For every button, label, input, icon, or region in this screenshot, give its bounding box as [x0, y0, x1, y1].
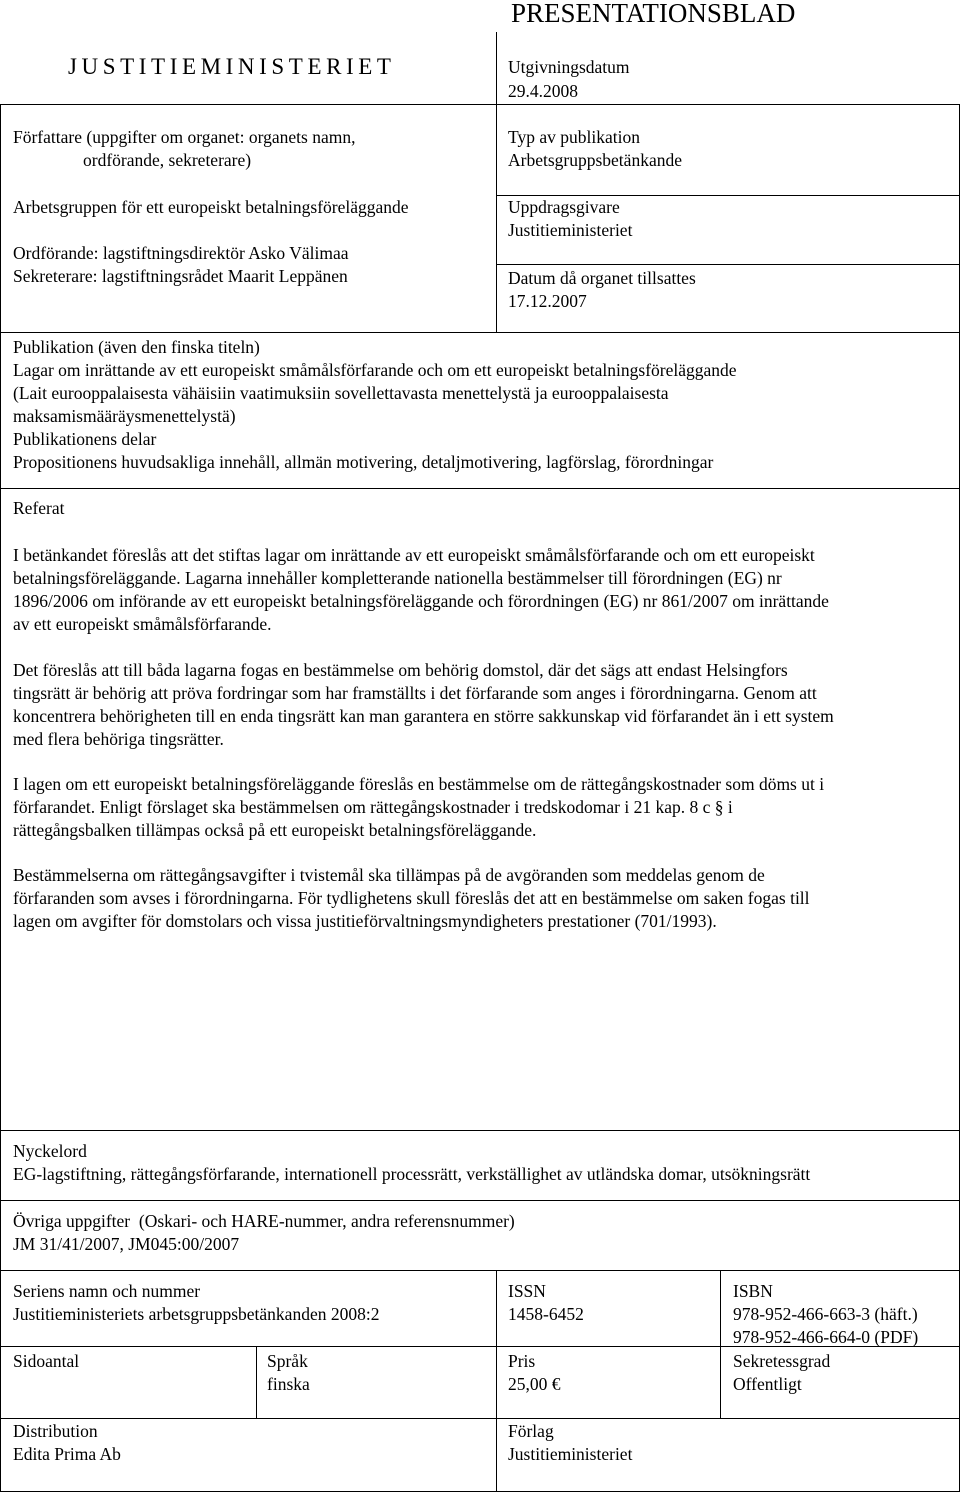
- keywords: EG-lagstiftning, rättegångsförfarande, internationell processrätt, verkställighet av utländska domar, utsökningsrätt: [13, 1164, 811, 1184]
- abstract-line: Bestämmelserna om rättegångsavgifter i tvistemål ska tillämpas på de avgöranden som meddelas genom de: [13, 865, 765, 885]
- isbn-print: 978-952-466-663-3 (häft.): [733, 1304, 918, 1324]
- pub-type: Arbetsgruppsbetänkande: [508, 150, 682, 170]
- divider: [0, 488, 960, 489]
- abstract-line: Det föreslås att till båda lagarna fogas en bestämmelse om behörig domstol, där det sägs att endast Helsingfors: [13, 660, 788, 680]
- author-label-line: ordförande, sekreterare): [83, 150, 252, 170]
- publisher-label: Förlag: [508, 1421, 554, 1441]
- grid-divider: [256, 1346, 257, 1418]
- abstract-paragraph: [13, 773, 948, 842]
- abstract-line: I betänkandet föreslås att det stiftas lagar om inrättande av ett europeiskt småmålsförfarande och om ett europeiskt: [13, 545, 815, 565]
- author-secretary: Sekreterare: lagstiftningsrådet Maarit Leppänen: [13, 266, 348, 286]
- publication-title-line: (Lait eurooppalaisesta vähäisiin vaatimuksiin sovellettavasta menettelystä ja eurooppalaisesta: [13, 383, 669, 403]
- parts: Propositionens huvudsakliga innehåll, allmän motivering, detaljmotivering, lagförslag, förordningar: [13, 452, 714, 472]
- publication-title-line: Lagar om inrättande av ett europeiskt småmålsförfarande och om ett europeiskt betalningsföreläggande: [13, 360, 737, 380]
- issn: 1458-6452: [508, 1304, 584, 1324]
- grid-divider: [496, 1270, 497, 1492]
- language: finska: [267, 1374, 310, 1394]
- commissioner-label: Uppdragsgivare: [508, 197, 620, 217]
- abstract-line: koncentrera behörigheten till en enda tingsrätt kan man garantera en större sakkunskap vid förfarandet än i ett system: [13, 706, 834, 726]
- secrecy: Offentligt: [733, 1374, 802, 1394]
- issue-date: 29.4.2008: [508, 81, 578, 101]
- abstract-line: rättegångsbalken tillämpas också på ett europeiskt betalningsföreläggande.: [13, 820, 537, 840]
- grid-divider: [720, 1270, 721, 1418]
- other-info: JM 31/41/2007, JM045:00/2007: [13, 1234, 240, 1254]
- abstract-line: förfarandet. Enligt förslaget ska bestämmelsen om rättegångskostnader i tredskodomar i 21 kap. 8 c § i: [13, 797, 733, 817]
- divider: [0, 332, 960, 333]
- price-label: Pris: [508, 1351, 536, 1371]
- publication-title: [13, 359, 948, 428]
- abstract-label: Referat: [13, 498, 65, 518]
- commissioner: Justitieministeriet: [508, 220, 633, 240]
- top-column-divider: [496, 32, 497, 332]
- secrecy-label: Sekretessgrad: [733, 1351, 831, 1371]
- parts-label: Publikationens delar: [13, 429, 157, 449]
- author-chair: Ordförande: lagstiftningsdirektör Asko Välimaa: [13, 243, 349, 263]
- publication-title-line: maksamismääräysmenettelystä): [13, 406, 236, 426]
- abstract-paragraph: [13, 544, 948, 636]
- author-label-line: Författare (uppgifter om organet: organets namn,: [13, 127, 356, 147]
- keywords-label: Nyckelord: [13, 1141, 87, 1161]
- author-group: Arbetsgruppen för ett europeiskt betalningsföreläggande: [13, 197, 409, 217]
- series: Justitieministeriets arbetsgruppsbetänkanden 2008:2: [13, 1304, 380, 1324]
- author-label: [13, 126, 483, 172]
- distribution: Edita Prima Ab: [13, 1444, 121, 1464]
- pub-type-label: Typ av publikation: [508, 127, 640, 147]
- other-info-label: Övriga uppgifter (Oskari- och HARE-nummer, andra referensnummer): [13, 1211, 515, 1231]
- abstract-line: lagen om avgifter för domstolars och vissa justitieförvaltningsmyndigheters prestationer (701/1993).: [13, 911, 717, 931]
- appointed-label: Datum då organet tillsattes: [508, 268, 696, 288]
- divider: [0, 1270, 960, 1271]
- isbn-pdf: 978-952-466-664-0 (PDF): [733, 1327, 919, 1347]
- abstract-line: med flera behöriga tingsrätter.: [13, 729, 224, 749]
- abstract-line: förfaranden som avses i förordningarna. För tydlighetens skull föreslås det att en bestämmelse om saken fogas till: [13, 888, 810, 908]
- publisher: Justitieministeriet: [508, 1444, 633, 1464]
- abstract-paragraph: [13, 864, 948, 933]
- abstract-line: 1896/2006 om införande av ett europeiskt betalningsföreläggande och förordningen (EG) nr 861/2007 om inrättande: [13, 591, 829, 611]
- divider: [0, 1418, 960, 1419]
- divider: [0, 1200, 960, 1201]
- appointed-date: 17.12.2007: [508, 291, 587, 311]
- divider: [496, 264, 960, 265]
- price: 25,00 €: [508, 1374, 561, 1394]
- issue-date-label: Utgivningsdatum: [508, 57, 630, 77]
- isbn-label: ISBN: [733, 1281, 773, 1301]
- divider: [0, 1130, 960, 1131]
- pages-label: Sidoantal: [13, 1351, 80, 1371]
- abstract-line: tingsrätt är behörig att pröva fordringar som har framställts i det förfarande som anges i förordningarna. Genom att: [13, 683, 817, 703]
- abstract-line: I lagen om ett europeiskt betalningsföreläggande föreslås en bestämmelse om de rättegångskostnader som döms ut i: [13, 774, 825, 794]
- language-label: Språk: [267, 1351, 308, 1371]
- ministry-name: JUSTITIEMINISTERIET: [68, 54, 396, 79]
- distribution-label: Distribution: [13, 1421, 98, 1441]
- page-title: PRESENTATIONSBLAD: [511, 0, 796, 28]
- abstract-line: betalningsföreläggande. Lagarna innehåller kompletterande nationella bestämmelser till förordningen (EG) nr: [13, 568, 782, 588]
- series-label: Seriens namn och nummer: [13, 1281, 201, 1301]
- abstract-line: av ett europeiskt småmålsförfarande.: [13, 614, 272, 634]
- publication-label: Publikation (även den finska titeln): [13, 337, 260, 357]
- abstract-paragraph: [13, 659, 948, 751]
- issn-label: ISSN: [508, 1281, 546, 1301]
